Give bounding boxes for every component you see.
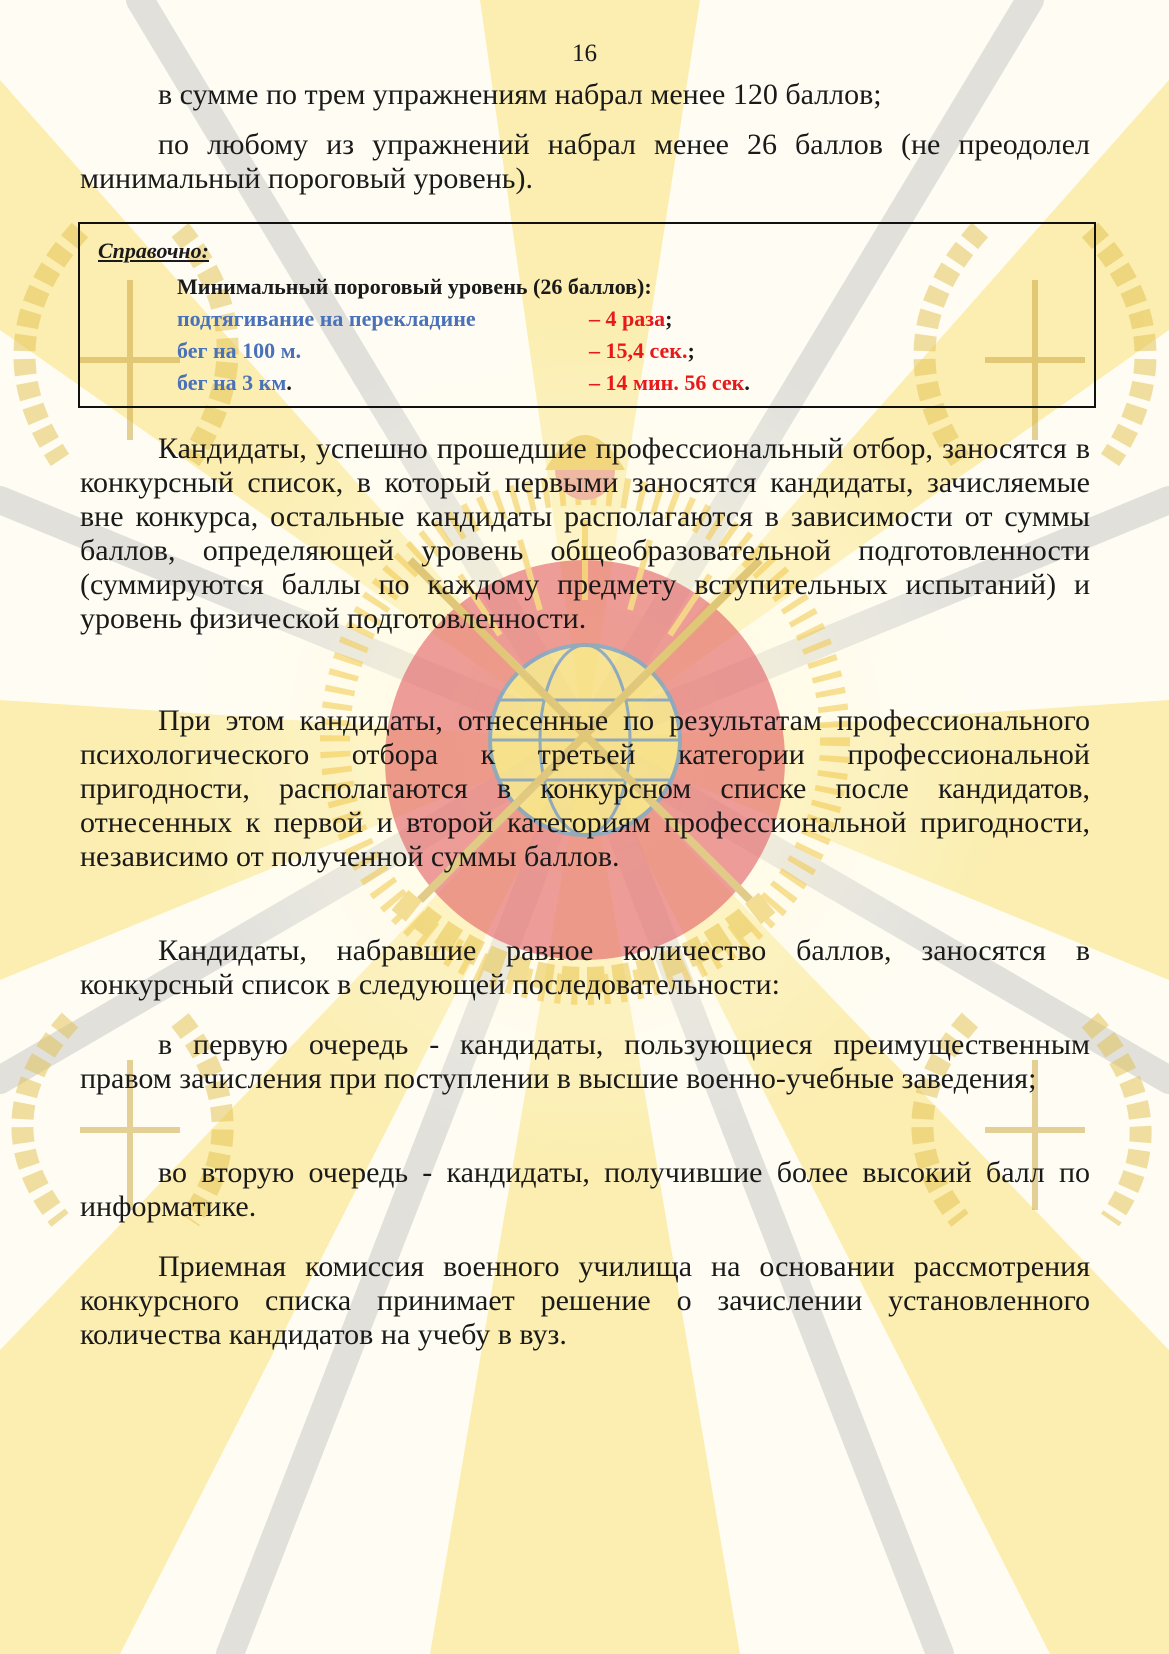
exercise-name: бег на 3 км.: [177, 370, 292, 395]
exercise-norm: – 15,4 сек.;: [589, 338, 695, 363]
exercise-norm: – 14 мин. 56 сек.: [589, 370, 750, 395]
exercise-norm: – 4 раза;: [589, 306, 673, 331]
page-number: 16: [572, 40, 597, 67]
body-paragraph-2: При этом кандидаты, отнесенные по результатам профессионального психологического отбора к третьей категории профессиональной пригодности, располагаются в конкурсном списке после кандидатов, отнесенных к первой и второй категориям профессиональной пригодности, независимо от полученной суммы баллов.: [80, 704, 1090, 873]
body-paragraph-1: Кандидаты, успешно прошедшие профессиональный отбор, заносятся в конкурсный список, в который первыми заносятся кандидаты, зачисляемые вне конкурса, остальные кандидаты располагаются в зависимости от суммы баллов, определяющей уровень общеобразовательной подготовленности (суммируются баллы по каждому предмету вступительных испытаний) и уровень физической подготовленности.: [80, 432, 1090, 635]
intro-paragraph-1: в сумме по трем упражнениям набрал менее 120 баллов;: [158, 78, 882, 111]
body-paragraph-4: в первую очередь - кандидаты, пользующиеся преимущественным правом зачисления при поступлении в высшие военно-учебные заведения;: [80, 1028, 1090, 1095]
reference-title: Справочно:: [98, 238, 209, 263]
reference-heading: Минимальный пороговый уровень (26 баллов):: [177, 274, 652, 299]
reference-box: [78, 222, 1096, 408]
body-paragraph-5: во вторую очередь - кандидаты, получившие более высокий балл по информатике.: [80, 1156, 1090, 1223]
exercise-name: бег на 100 м.: [177, 338, 302, 363]
body-paragraph-6: Приемная комиссия военного училища на основании рассмотрения конкурсного списка принимает решение о зачислении установленного количества кандидатов на учебу в вуз.: [80, 1250, 1090, 1351]
exercise-name: подтягивание на перекладине: [177, 306, 476, 331]
intro-paragraph-2: по любому из упражнений набрал менее 26 баллов (не преодолел минимальный пороговый уровень).: [80, 128, 1090, 195]
body-paragraph-3: Кандидаты, набравшие равное количество баллов, заносятся в конкурсный список в следующей последовательности:: [80, 934, 1090, 1001]
